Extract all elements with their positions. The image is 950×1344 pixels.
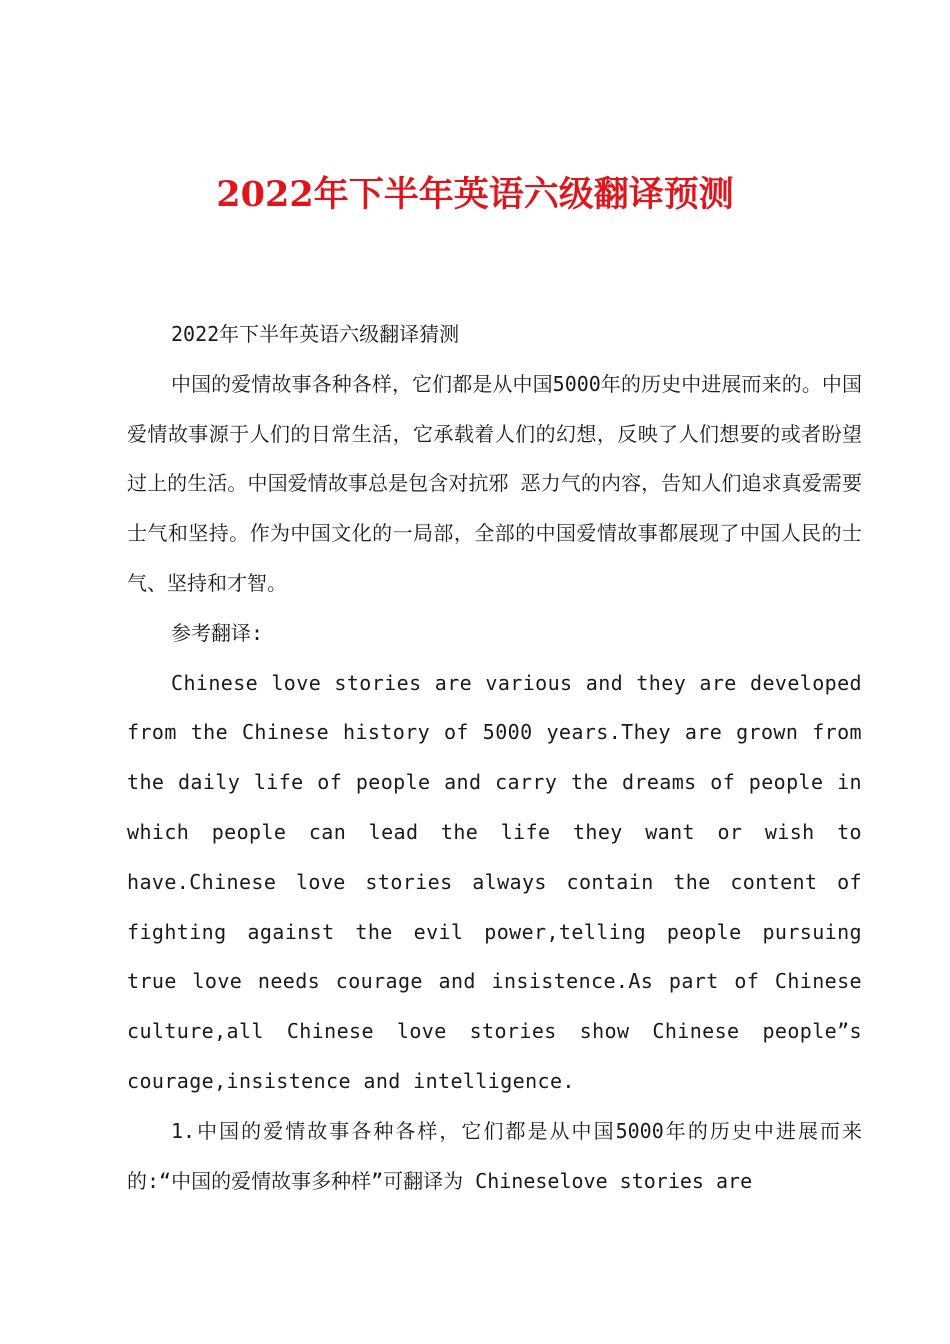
- english-translation-paragraph: Chinese love stories are various and they are developed from the Chinese history of 5000 years.They are grown from the daily life of people and carry the dreams of people in which people can lead the life they want or wish to have.Chinese love stories always contain the content of fighting against the evil power,telling people pursuing true love needs courage and insistence.As part of Chinese culture,all Chinese love stories show Chinese people”s courage,insistence and intelligence.: [127, 670, 862, 1093]
- document-title: 2022年下半年英语六级翻译预测: [216, 174, 734, 215]
- chinese-source-paragraph: 中国的爱情故事各种各样，它们都是从中国5000年的历史中进展而来的。中国爱情故事源于人们的日常生活，它承载着人们的幻想，反映了人们想要的或者盼望过上的生活。中国爱情故事总是包含对抗邪 恶力气的内容，告知人们追求真爱需要士气和坚持。作为中国文化的一局部，全部的中国爱情故事都展现了中国人民的士气、坚持和才智。: [127, 371, 862, 595]
- translation-note-paragraph: 1.中国的爱情故事各种各样，它们都是从中国5000年的历史中进展而来的:“中国的爱情故事多种样”可翻译为 Chineselove stories are: [127, 1118, 862, 1193]
- subtitle-paragraph: 2022年下半年英语六级翻译猜测: [171, 322, 460, 346]
- reference-translation-heading: 参考翻译:: [171, 620, 264, 645]
- document-body: [127, 310, 862, 1206]
